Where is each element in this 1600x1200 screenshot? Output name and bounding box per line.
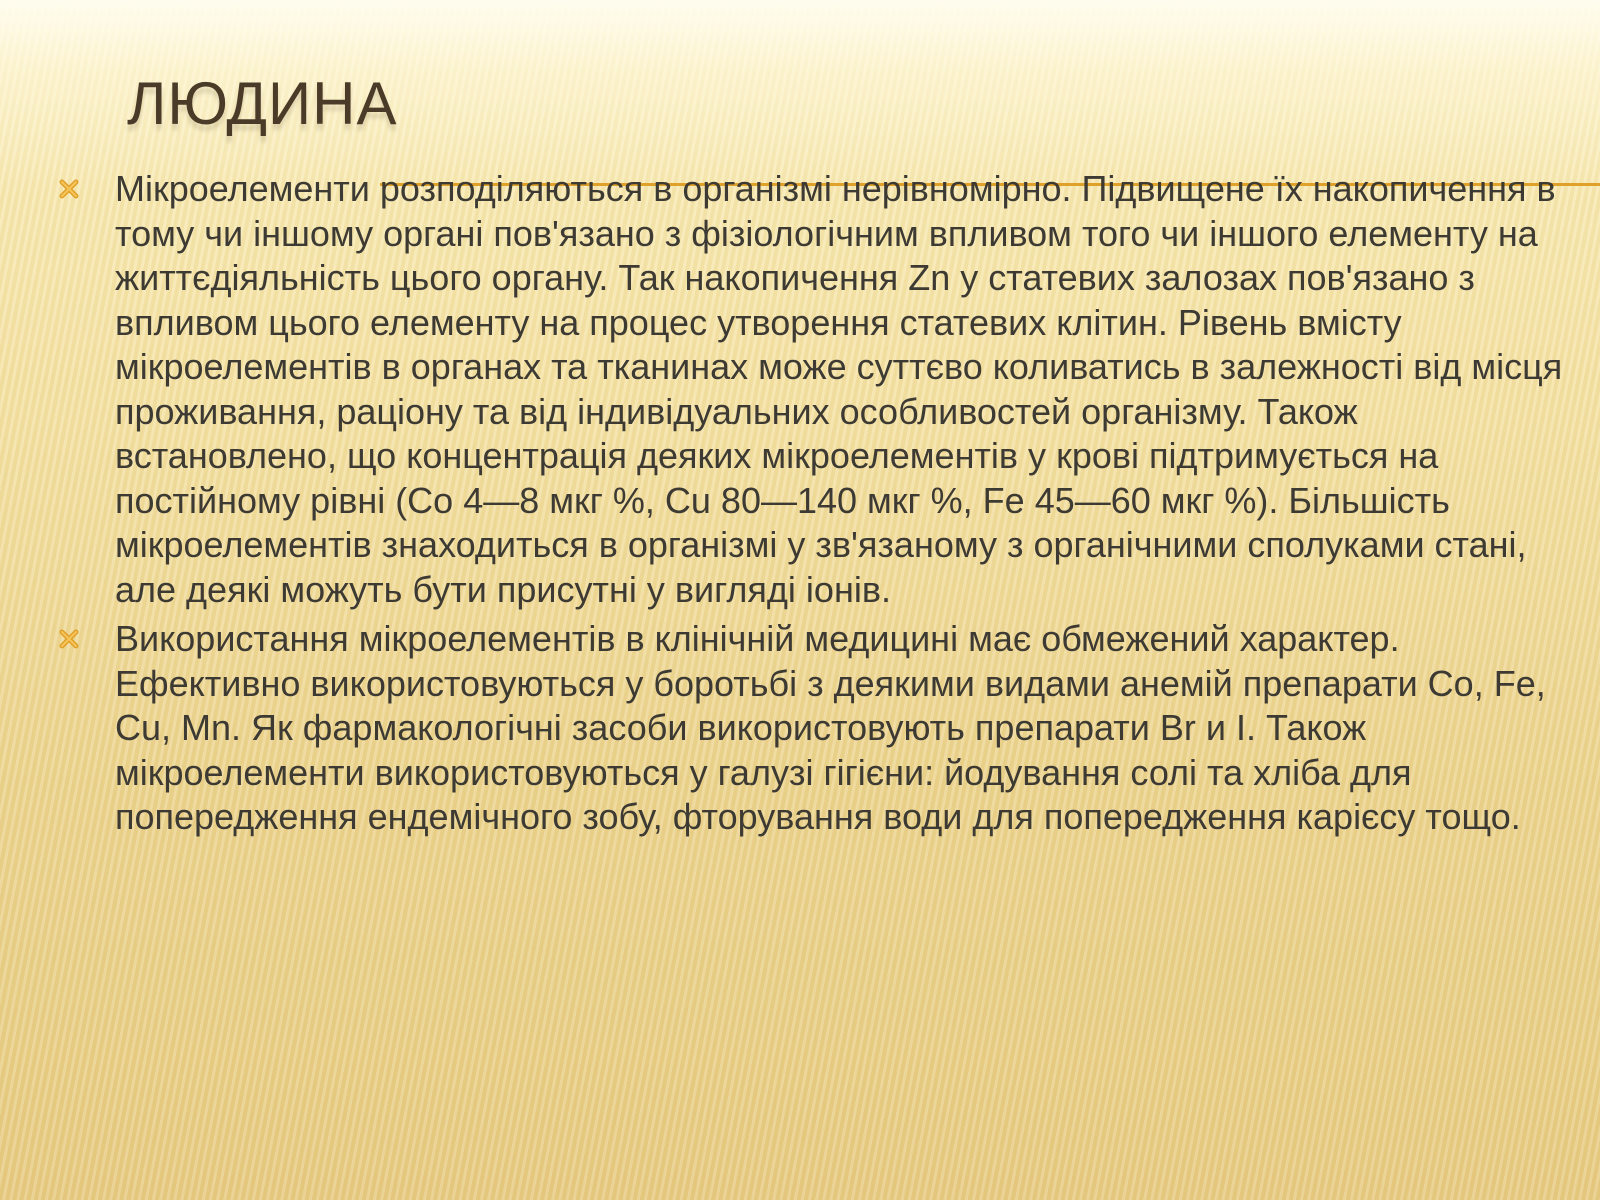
slide-title: ЛЮДИНА xyxy=(127,70,398,137)
bullet-text: Мікроелементи розподіляються в організмі нерівномірно. Підвищене їх накопичення в тому чи іншому органі пов'язано з фізіологічним впливом того чи іншого елементу на життєдіяльність цього органу. Так накопичення Zn у статевих залозах пов'язано з впливом цього елементу на процес утворення статевих клітин. Рівень вмісту мікроелементів в органах та тканинах може суттєво коливатись в залежності від місця проживання, раціону та від індивідуальних особливостей організму. Також встановлено, що концентрація деяких мікроелементів у крові підтримується на постійному рівні (Co 4—8 мкг %, Cu 80—140 мкг %, Fe 45—60 мкг %). Більшість мікроелементів знаходиться в організмі у зв'язаному з органічними сполуками стані, але деякі можуть бути присутні у вигляді іонів. xyxy=(115,168,1563,610)
bullet-item xyxy=(60,617,1575,840)
bullet-item xyxy=(60,167,1575,612)
cross-bullet-icon xyxy=(58,167,84,211)
cross-bullet-icon xyxy=(58,617,84,661)
bullet-text: Використання мікроелементів в клінічній медицині має обмежений характер. Ефективно використовуються у боротьбі з деякими видами анемій препарати Co, Fe, Cu, Mn. Як фармакологічні засоби використовують препарати Br и I. Також мікроелементи використовуються у галузі гігієни: йодування солі та хліба для попередження ендемічного зобу, фторування води для попередження карієсу тощо. xyxy=(115,618,1546,837)
bullet-list xyxy=(60,167,1575,845)
